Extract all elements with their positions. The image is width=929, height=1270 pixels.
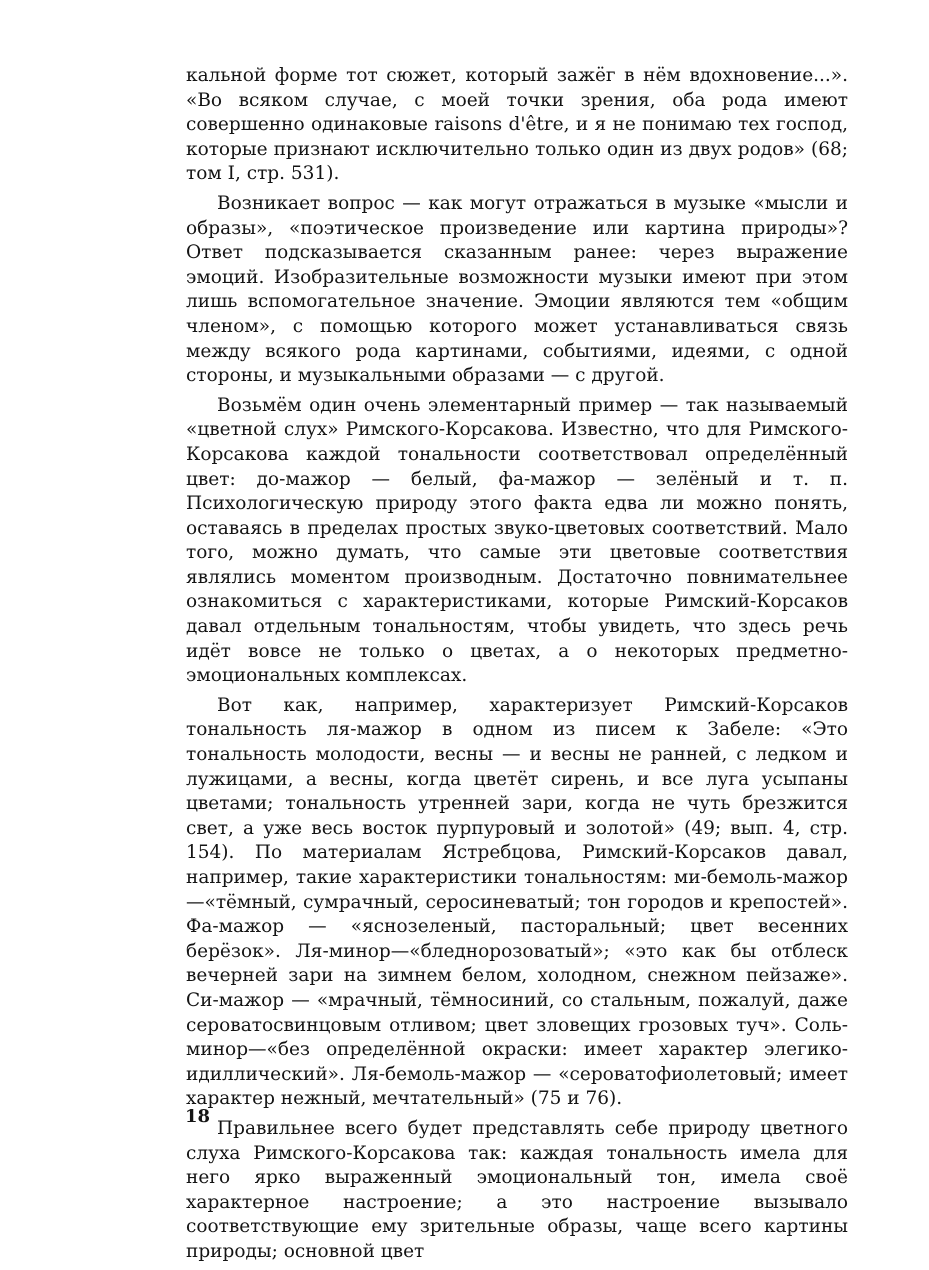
paragraph-5: Правильнее всего будет представлять себе природу цветного слуха Римского-Корсакова так: каждая тональность имела для него ярко выраженный эмоциональный тон, имела своё характерное настроение; а это настроение вызывало соответствующие ему зрительные образы, чаще всего картины природы; основной цвет <box>186 1117 848 1262</box>
paragraph-1: кальной форме тот сюжет, который зажёг в нём вдохновение...». «Во всяком случае, с моей точки зрения, оба рода имеют совершенно одинаковые raisons d'être, и я не понимаю тех господ, которые признают исключительно только один из двух родов» (68; том I, стр. 531). <box>186 65 848 185</box>
paragraph-2: Возникает вопрос — как могут отражаться в музыке «мысли и образы», «поэтическое произведение или картина природы»? Ответ подсказывается сказанным ранее: через выражение эмоций. Изобразительные возможности музыки имеют при этом лишь вспомогательное значение. Эмоции являются тем «общим членом», с помощью которого может устанавливаться связь между всякого рода картинами, событиями, идеями, с одной стороны, и музыкальными образами — с другой. <box>186 192 848 387</box>
page-text <box>186 64 848 1270</box>
page-number: 18 <box>185 1106 211 1127</box>
paragraph-3: Возьмём один очень элементарный пример — так называемый «цветной слух» Римского-Корсакова. Известно, что для Римского-Корсакова каждой тональности соответствовал определённый цвет: до-мажор — белый, фа-мажор — зелёный и т. п. Психологическую природу этого факта едва ли можно понять, оставаясь в пределах простых звуко-цветовых соответствий. Мало того, можно думать, что самые эти цветовые соответствия являлись моментом производным. Достаточно повнимательнее ознакомиться с характеристиками, которые Римский-Корсаков давал отдельным тональностям, чтобы увидеть, что здесь речь идёт вовсе не только о цветах, а о некоторых предметно-эмоциональных комплексах. <box>186 394 848 687</box>
paragraph-4: Вот как, например, характеризует Римский-Корсаков тональность ля-мажор в одном из писем к Забеле: «Это тональность молодости, весны — и весны не ранней, с ледком и лужицами, а весны, когда цветёт сирень, и все луга усыпаны цветами; тональность утренней зари, когда не чуть брезжится свет, а уже весь восток пурпуровый и золотой» (49; вып. 4, стр. 154). По материалам Ястребцова, Римский-Корсаков давал, например, такие характеристики тональностям: ми-бемоль-мажор—«тёмный, сумрачный, серосиневатый; тон городов и крепостей». Фа-мажор — «яснозеленый, пасторальный; цвет весенних берёзок». Ля-минор—«бледнорозоватый»; «это как бы отблеск вечерней зари на зимнем белом, холодном, снежном пейзаже». Си-мажор — «мрачный, тёмносиний, со стальным, пожалуй, даже сероватосвинцовым отливом; цвет зловещих грозовых туч». Соль-минор—«без определённой окраски: имеет характер элегико-идиллический». Ля-бемоль-мажор — «сероватофиолетовый; имеет характер нежный, мечтательный» (75 и 76). <box>186 694 848 1110</box>
